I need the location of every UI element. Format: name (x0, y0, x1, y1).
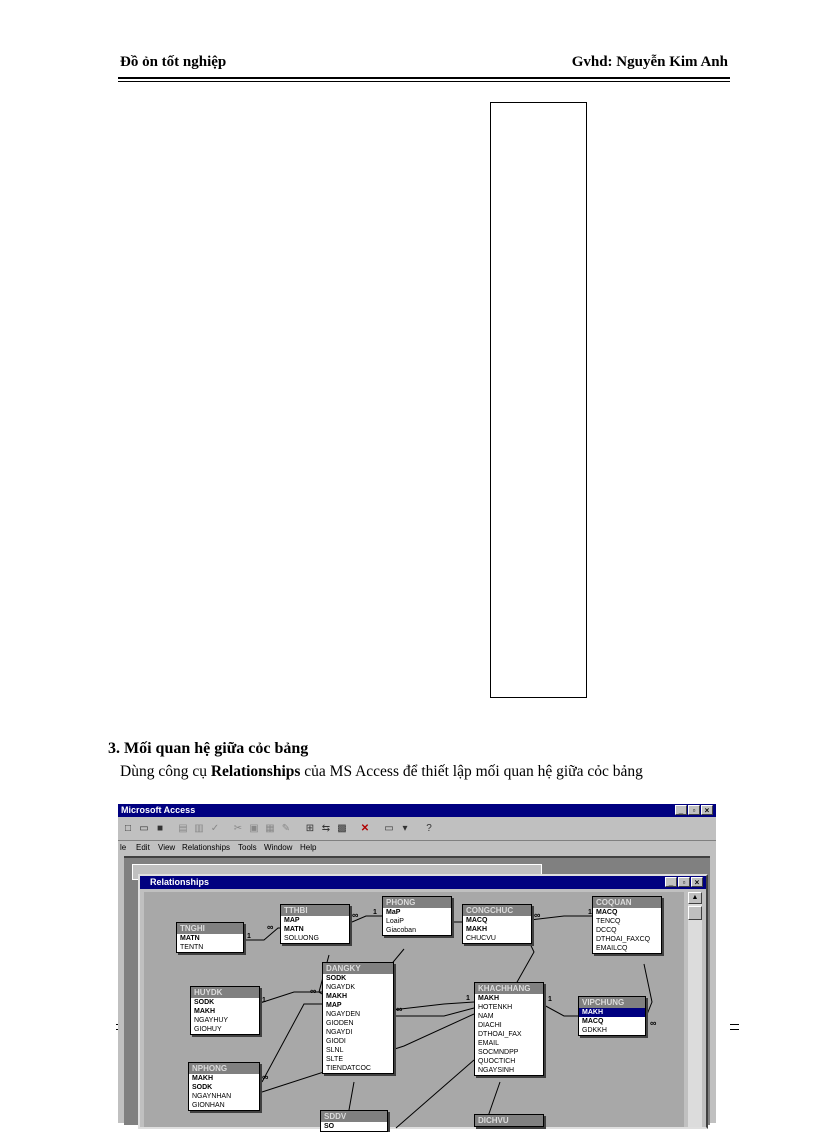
rel-dangky-khach2 (392, 1008, 474, 1016)
field-row[interactable]: NGAYDK (326, 984, 356, 991)
save-icon[interactable]: ■ (156, 823, 164, 834)
rel-dangky-khach (392, 1002, 474, 1010)
open-folder-icon[interactable]: ▭ (139, 823, 149, 834)
table-title[interactable]: TTHBI (281, 905, 349, 916)
header-left-title: Đồ ỏn tốt nghiệp (120, 54, 227, 70)
card-many-label: ∞ (267, 922, 274, 932)
show-direct-icon[interactable]: ⇆ (321, 823, 331, 834)
field-row[interactable]: TENTN (180, 944, 204, 951)
section-body-start: Dùng công cụ (120, 763, 211, 780)
field-row[interactable]: LoaiP (386, 918, 404, 925)
empty-figure-box (490, 102, 587, 698)
access-titlebar (118, 804, 716, 817)
card-one-label: 1 (262, 997, 266, 1004)
field-row[interactable]: DIACHI (478, 1022, 502, 1029)
relationships-title: Relationships (150, 877, 210, 887)
menu-file[interactable]: le (120, 843, 127, 852)
table-title[interactable]: SDDV (321, 1111, 387, 1122)
rel-minimize-button[interactable]: _ (665, 877, 677, 887)
new-object-icon[interactable]: ▾ (402, 823, 408, 834)
show-table-icon[interactable]: ⊞ (305, 823, 315, 834)
field-row[interactable]: MACQ (596, 909, 618, 916)
field-row[interactable]: EMAIL (478, 1040, 500, 1047)
field-row[interactable]: EMAILCQ (596, 945, 628, 952)
field-row[interactable]: NGAYNHAN (192, 1093, 232, 1100)
table-dangky[interactable] (322, 962, 394, 1074)
field-row[interactable]: GDKKH (582, 1027, 607, 1034)
table-title[interactable]: NPHONG (189, 1063, 259, 1074)
show-all-icon[interactable]: ▩ (337, 823, 347, 834)
field-row[interactable]: NGAYSINH (478, 1067, 515, 1074)
field-row[interactable]: GIOHUY (194, 1026, 222, 1033)
minimize-button[interactable]: _ (675, 805, 687, 815)
table-coquan[interactable] (592, 896, 662, 954)
table-sddv[interactable] (320, 1110, 388, 1132)
relationships-titlebar (140, 876, 706, 889)
format-painter-icon[interactable]: ✎ (281, 823, 291, 834)
menu-view[interactable]: View (158, 843, 176, 852)
field-row[interactable]: GIODI (326, 1038, 346, 1045)
field-row[interactable]: DTHOAI_FAX (478, 1031, 522, 1038)
menu-tools[interactable]: Tools (238, 843, 257, 852)
field-row[interactable]: MACQ (582, 1018, 604, 1025)
field-row[interactable]: MAKH (194, 1008, 215, 1015)
field-row[interactable]: TENCQ (596, 918, 621, 925)
table-title[interactable]: VIPCHUNG (579, 997, 645, 1008)
relationships-canvas (144, 892, 684, 1130)
field-row[interactable]: MAKH (326, 993, 347, 1000)
section-title: 3. Mối quan hệ giữa cỏc bảng (108, 740, 309, 757)
relationships-controls (665, 877, 703, 887)
page-marker-right (730, 1024, 739, 1030)
close-button[interactable]: × (701, 805, 713, 815)
table-nphong[interactable] (188, 1062, 260, 1111)
table-title[interactable]: PHONG (383, 897, 451, 908)
print-preview-icon[interactable]: ▥ (194, 823, 204, 834)
field-row[interactable]: MAKH (192, 1075, 213, 1082)
card-one-label: 1 (373, 909, 377, 916)
field-row[interactable]: SOCMNDPP (478, 1049, 519, 1056)
rel-restore-button[interactable]: ▫ (678, 877, 690, 887)
card-one-label: 1 (588, 909, 592, 916)
table-dichvu[interactable] (474, 1114, 544, 1127)
table-title[interactable]: COQUAN (593, 897, 661, 908)
card-one-label: 1 (548, 996, 552, 1003)
table-title[interactable]: HUYDK (191, 987, 259, 998)
card-many-label: ∞ (352, 910, 359, 920)
delete-icon[interactable]: ✕ (360, 823, 370, 834)
table-huydk[interactable] (190, 986, 260, 1035)
menu-window[interactable]: Window (264, 843, 293, 852)
table-congchuc[interactable] (462, 904, 532, 944)
card-many-label: ∞ (310, 986, 317, 996)
table-title[interactable]: KHACHHANG (475, 983, 543, 994)
field-row[interactable]: MaP (386, 909, 401, 916)
spelling-icon[interactable]: ✓ (210, 823, 220, 834)
access-toolbar (118, 818, 716, 841)
field-row[interactable]: CHUCVU (466, 935, 496, 942)
field-row[interactable]: MAKH (466, 926, 487, 933)
scroll-thumb[interactable] (688, 906, 702, 920)
field-row[interactable]: MACQ (466, 917, 488, 924)
rel-close-button[interactable]: × (691, 877, 703, 887)
mdi-client-area (124, 856, 710, 1130)
field-row-selected[interactable]: MAKH (579, 1008, 645, 1017)
header-rule (118, 77, 730, 79)
copy-icon[interactable]: ▣ (249, 823, 259, 834)
table-tnghi[interactable] (176, 922, 244, 953)
field-row[interactable]: MAP (326, 1002, 342, 1009)
field-row[interactable]: HOTENKH (478, 1004, 513, 1011)
menu-help[interactable]: Help (300, 843, 317, 852)
field-row[interactable]: Giacoban (386, 927, 416, 934)
access-window (118, 804, 716, 1130)
field-row[interactable]: SO (324, 1123, 335, 1130)
header-rule-thin (118, 81, 730, 82)
help-icon[interactable]: ? (426, 823, 432, 834)
field-row[interactable]: QUOCTICH (478, 1058, 516, 1065)
field-row[interactable]: NAM (478, 1013, 494, 1020)
window-controls (675, 805, 713, 815)
section-body-bold: Relationships (210, 763, 301, 780)
menu-relationships[interactable]: Relationships (182, 843, 231, 852)
rel-nphong-dangky (262, 1004, 322, 1082)
field-row[interactable]: SLTE (326, 1056, 343, 1063)
print-icon[interactable]: ▤ (178, 823, 188, 834)
table-tthbi[interactable] (280, 904, 350, 944)
database-window-icon[interactable]: ▭ (384, 823, 394, 834)
field-row[interactable]: NGAYDI (326, 1029, 353, 1036)
field-row[interactable]: NGAYHUY (194, 1017, 229, 1024)
menu-edit[interactable]: Edit (136, 843, 150, 852)
card-many-label: ∞ (262, 1072, 269, 1082)
field-row[interactable]: GIONHAN (192, 1102, 225, 1109)
table-khachhang[interactable] (474, 982, 544, 1076)
section-body-end: của MS Access để thiết lập mối quan hệ giữa cỏc bảng (300, 763, 643, 780)
rel-sddv-khach (396, 1060, 474, 1128)
table-title[interactable]: CONGCHUC (463, 905, 531, 916)
access-title: Microsoft Access (121, 805, 196, 815)
field-row[interactable]: TIENDATCOC (326, 1065, 371, 1072)
cut-icon[interactable]: ✂ (233, 823, 243, 834)
card-many-label: ∞ (534, 910, 541, 920)
table-title[interactable]: DANGKY (323, 963, 393, 974)
field-row[interactable]: MATN (284, 926, 304, 933)
header-right-advisor: Gvhd: Nguyễn Kim Anh (571, 54, 728, 70)
card-one-label: 1 (247, 933, 251, 940)
access-menubar (118, 841, 716, 855)
new-file-icon[interactable]: □ (124, 823, 132, 834)
table-vipchung[interactable] (578, 996, 646, 1036)
field-row[interactable]: MATN (180, 935, 200, 942)
scroll-up-icon[interactable]: ▲ (688, 892, 702, 904)
paste-icon[interactable]: ▦ (265, 823, 275, 834)
restore-button[interactable]: ▫ (688, 805, 700, 815)
field-row[interactable]: DCCQ (596, 927, 617, 934)
table-title[interactable]: DICHVU (475, 1115, 543, 1126)
card-one-label: 1 (466, 995, 470, 1002)
field-row[interactable]: SOLUONG (284, 935, 320, 942)
field-row[interactable]: SLNL (326, 1047, 344, 1054)
field-row[interactable]: GIODEN (326, 1020, 354, 1027)
field-row[interactable]: DTHOAI_FAXCQ (596, 936, 651, 943)
table-title[interactable]: TNGHI (177, 923, 243, 934)
rel-khach-vip (542, 1004, 578, 1016)
field-row[interactable]: SODK (326, 975, 347, 982)
card-many-label: ∞ (650, 1018, 657, 1028)
table-phong[interactable] (382, 896, 452, 936)
vertical-scrollbar[interactable] (688, 892, 702, 1127)
field-row[interactable]: SODK (194, 999, 215, 1006)
section-body (120, 763, 643, 781)
relationships-window[interactable] (138, 874, 708, 1129)
field-row[interactable]: MAKH (478, 995, 499, 1002)
field-row[interactable]: MAP (284, 917, 300, 924)
card-many-label: ∞ (396, 1004, 403, 1014)
field-row[interactable]: NGAYDEN (326, 1011, 361, 1018)
field-row[interactable]: SODK (192, 1084, 213, 1091)
